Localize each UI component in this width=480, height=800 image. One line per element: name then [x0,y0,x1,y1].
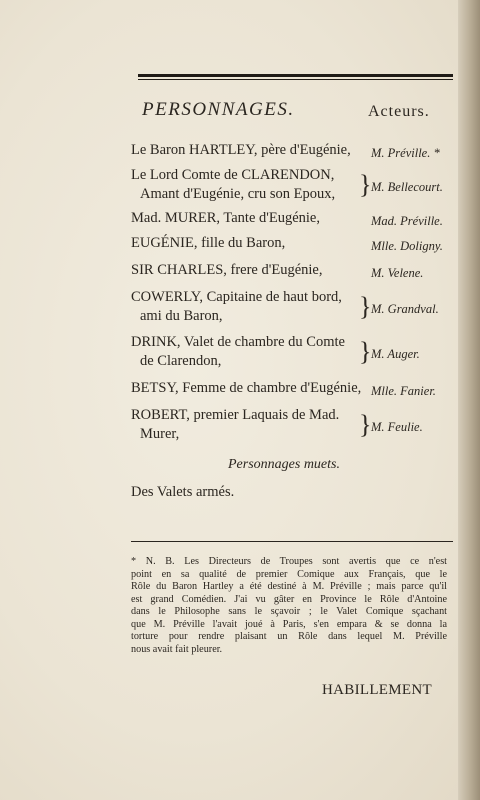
footnote-line: nous avait fait pleurer. [131,643,223,655]
footnote-line: torture pour rendre plaisant un Rôle dans lequel M. Préville [131,631,447,642]
actor-name: M. Préville. * [371,146,440,160]
role-line: EUGÉNIE, fille du Baron, [131,235,286,251]
role-line: COWERLY, Capitaine de haut bord, [131,289,342,305]
cast-row-hartley [131,141,461,160]
actors-heading: Acteurs. [368,103,430,120]
footnote-line: que M. Préville l'avait joué à Paris, s'en empara & se donna la [131,618,447,630]
footnote-line: est grand Comédien. J'ai vu gâter en Province le Rôle d'Antoine [131,593,447,605]
role-line: Murer, [140,426,180,442]
cast-row-betsy [131,379,461,398]
catchword: HABILLEMENT [322,682,432,698]
role-line: ami du Baron, [140,308,223,324]
footnote-line: * N. B. Les Directeurs de Troupes sont avertis que ce n'est [131,556,447,567]
footnote-line: Rôle du Baron Hartley a été destiné à M. Préville ; mais parce qu'il [131,581,447,592]
role-line: Le Baron HARTLEY, père d'Eugénie, [131,142,351,158]
header-rule-thick [138,74,453,77]
footnote-line: point en sa qualité de premier Comique aux Français, que le [131,568,447,580]
footnote [131,556,447,656]
actor-name: M. Auger. [371,347,420,361]
footnote-line: dans le Philosophe sans le sçavoir ; le Valet Comique sçachant [131,606,447,617]
role-line: ROBERT, premier Laquais de Mad. [131,407,340,423]
brace-glyph: } [359,292,372,321]
mutes-heading: Personnages muets. [228,457,340,472]
page-title: PERSONNAGES. [142,99,295,120]
brace-glyph: } [359,337,372,366]
actor-name: M. Feulie. [371,420,423,434]
actor-name: Mlle. Doligny. [371,239,443,253]
cast-row-robert [131,406,461,444]
actor-name: M. Velene. [371,266,424,280]
cast-row-eugenie [131,234,461,253]
role-line: Le Lord Comte de CLARENDON, [131,167,335,183]
role-line: SIR CHARLES, frere d'Eugénie, [131,262,323,278]
cast-row-clarendon [131,166,461,204]
footnote-rule [131,541,453,542]
role-line: BETSY, Femme de chambre d'Eugénie, [131,380,362,396]
cast-row-sir-charles [131,261,461,280]
actor-name: Mad. Préville. [371,214,443,228]
cast-row-cowerly [131,288,461,326]
cast-row-drink [131,333,461,371]
page-gutter-shadow [458,0,480,800]
cast-row-murer [131,209,461,228]
role-line: Mad. MURER, Tante d'Eugénie, [131,210,320,226]
brace-glyph: } [359,170,372,199]
role-line: Amant d'Eugénie, cru son Epoux, [140,186,336,202]
brace-glyph: } [359,410,372,439]
role-line: DRINK, Valet de chambre du Comte [131,334,345,350]
header-rule-thin [138,79,453,80]
actor-name: M. Bellecourt. [371,180,443,194]
actor-name: M. Grandval. [371,302,439,316]
actor-name: Mlle. Fanier. [371,384,436,398]
role-line: de Clarendon, [140,353,222,369]
mutes-entry: Des Valets armés. [131,484,235,500]
